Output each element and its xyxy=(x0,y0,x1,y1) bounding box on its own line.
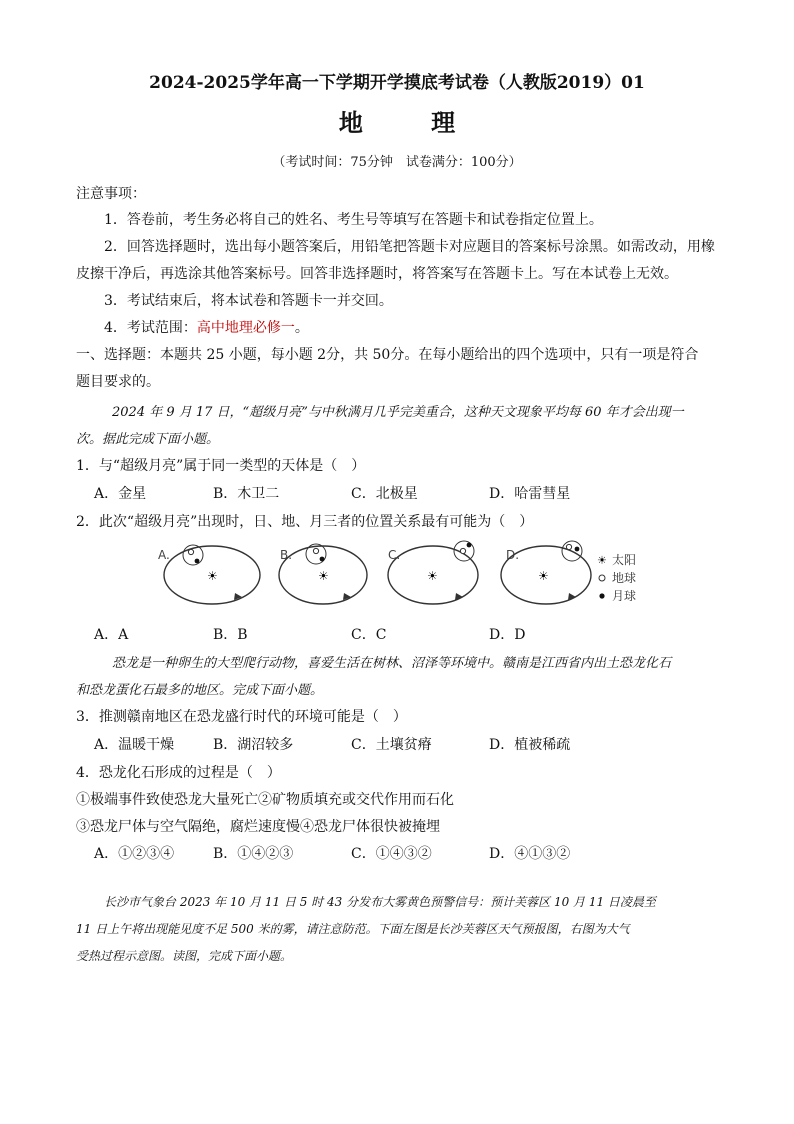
q4-option-b: B．①④②③ xyxy=(213,846,294,862)
diagram-label-c: C. xyxy=(388,548,401,562)
q4-option-a: A．①②③④ xyxy=(94,846,175,862)
passage2-line1: 恐龙是一种卵生的大型爬行动物，喜爱生活在树林、沼泽等环境中。赣南是江西省内出土恐龙化石 xyxy=(112,656,672,671)
sun-icon: ☀ xyxy=(538,569,549,583)
sun-icon: ☀ xyxy=(207,569,218,583)
notes-heading: 注意事项： xyxy=(76,186,146,202)
legend-earth-label: 地球 xyxy=(612,571,637,585)
exam-time-info: （考试时间：75分钟 试卷满分：100分） xyxy=(272,155,522,170)
notes-item-1: 1．答卷前，考生务必将自己的姓名、考生号等填写在答题卡和试卷指定位置上。 xyxy=(104,212,603,228)
q3-option-b: B．湖沼较多 xyxy=(213,737,294,753)
passage3-line2: 11 日上午将出现能见度不足 500 米的雾，请注意防范。下面左图是长沙芙蓉区天气预报图，右图为大气 xyxy=(76,922,630,936)
legend-moon-icon xyxy=(599,593,604,598)
legend-sun-icon: ☀ xyxy=(597,554,607,567)
earth-icon xyxy=(566,544,571,549)
q3-option-c: C．土壤贫瘠 xyxy=(351,737,432,753)
q1-option-d: D．哈雷彗星 xyxy=(489,486,571,502)
diagram-label-b: B. xyxy=(280,548,293,562)
diagram-legend xyxy=(597,552,636,603)
orbit-diagram xyxy=(150,537,650,617)
notes-item-2-line2: 皮擦干净后，再选涂其他答案标号。回答非选择题时，将答案写在答题卡上。写在本试卷上无效。 xyxy=(76,266,678,282)
q4-statement-line2: ③恐龙尸体与空气隔绝，腐烂速度慢④恐龙尸体很快被掩埋 xyxy=(76,819,440,835)
q4-option-c: C．①④③② xyxy=(351,846,432,862)
orbit-option-d xyxy=(501,541,591,604)
q4-option-d: D．④①③② xyxy=(489,846,571,862)
q1-option-b: B．木卫二 xyxy=(213,486,280,502)
sun-icon: ☀ xyxy=(427,569,438,583)
diagram-label-a: A. xyxy=(158,548,170,562)
legend-sun-label: 太阳 xyxy=(612,553,637,567)
orbit-option-a xyxy=(158,545,260,604)
passage3-line3: 受热过程示意图。读图，完成下面小题。 xyxy=(76,949,293,963)
orbit-option-c xyxy=(388,541,478,604)
q1-stem: 1．与“超级月亮”属于同一类型的天体是（ ） xyxy=(76,458,366,474)
q4-statement-line1: ①极端事件致使恐龙大量死亡②矿物质填充或交代作用而石化 xyxy=(76,792,454,808)
earth-icon xyxy=(188,549,193,554)
passage1-line1: 2024 年 9 月 17 日，“超级月亮”与中秋满月几乎完美重合，这种天文现象平均每 60 年才会出现一 xyxy=(112,405,684,420)
section1-instructions-line1: 一、选择题：本题共 25 小题，每小题 2分，共 50分。在每小题给出的四个选项中，只有一项是符合 xyxy=(76,347,699,363)
notes-item-4-suffix: 。 xyxy=(294,320,309,336)
q3-option-a: A．温暖干燥 xyxy=(94,737,175,753)
q3-option-d: D．植被稀疏 xyxy=(489,737,571,753)
q2-option-d: D．D xyxy=(489,627,526,643)
section1-instructions-line2: 题目要求的。 xyxy=(76,374,160,390)
passage1-line2: 次。据此完成下面小题。 xyxy=(76,432,220,447)
moon-icon xyxy=(320,557,325,562)
q2-stem: 2．此次“超级月亮”出现时，日、地、月三者的位置关系最有可能为（ ） xyxy=(76,514,534,530)
legend-earth-icon xyxy=(599,575,605,581)
q2-option-a: A．A xyxy=(94,627,129,643)
q1-option-a: A．金星 xyxy=(94,486,147,502)
earth-icon xyxy=(313,548,318,553)
notes-item-4 xyxy=(104,317,309,337)
notes-item-3: 3．考试结束后，将本试卷和答题卡一并交回。 xyxy=(104,293,393,309)
diagram-label-d: D. xyxy=(506,548,520,562)
notes-item-2-line1: 2．回答选择题时，选出每小题答案后，用铅笔把答题卡对应题目的答案标号涂黑。如需改动，用橡 xyxy=(104,239,715,255)
q1-option-c: C．北极星 xyxy=(351,486,418,502)
passage3-line1: 长沙市气象台 2023 年 10 月 11 日 5 时 43 分发布大雾黄色预警信号：预计芙蓉区 10 月 11 日凌晨至 xyxy=(104,895,656,909)
exam-range: 高中地理必修一 xyxy=(196,320,295,336)
moon-icon xyxy=(575,547,580,552)
legend-moon-label: 月球 xyxy=(612,589,637,603)
subject-title: 地 理 xyxy=(338,108,486,137)
passage2-line2: 和恐龙蛋化石最多的地区。完成下面小题。 xyxy=(76,683,324,698)
q4-stem: 4．恐龙化石形成的过程是（ ） xyxy=(76,765,281,781)
q2-option-c: C．C xyxy=(351,627,387,643)
q3-stem: 3．推测赣南地区在恐龙盛行时代的环境可能是（ ） xyxy=(76,709,407,725)
q2-option-b: B．B xyxy=(213,627,248,643)
moon-icon xyxy=(467,543,472,548)
earth-icon xyxy=(460,548,465,553)
sun-icon: ☀ xyxy=(318,569,329,583)
orbit-option-b xyxy=(279,544,367,604)
notes-item-4-prefix: 4．考试范围： xyxy=(104,320,197,336)
exam-title: 2024-2025学年高一下学期开学摸底考试卷（人教版2019）01 xyxy=(149,73,645,93)
moon-icon xyxy=(195,559,200,564)
